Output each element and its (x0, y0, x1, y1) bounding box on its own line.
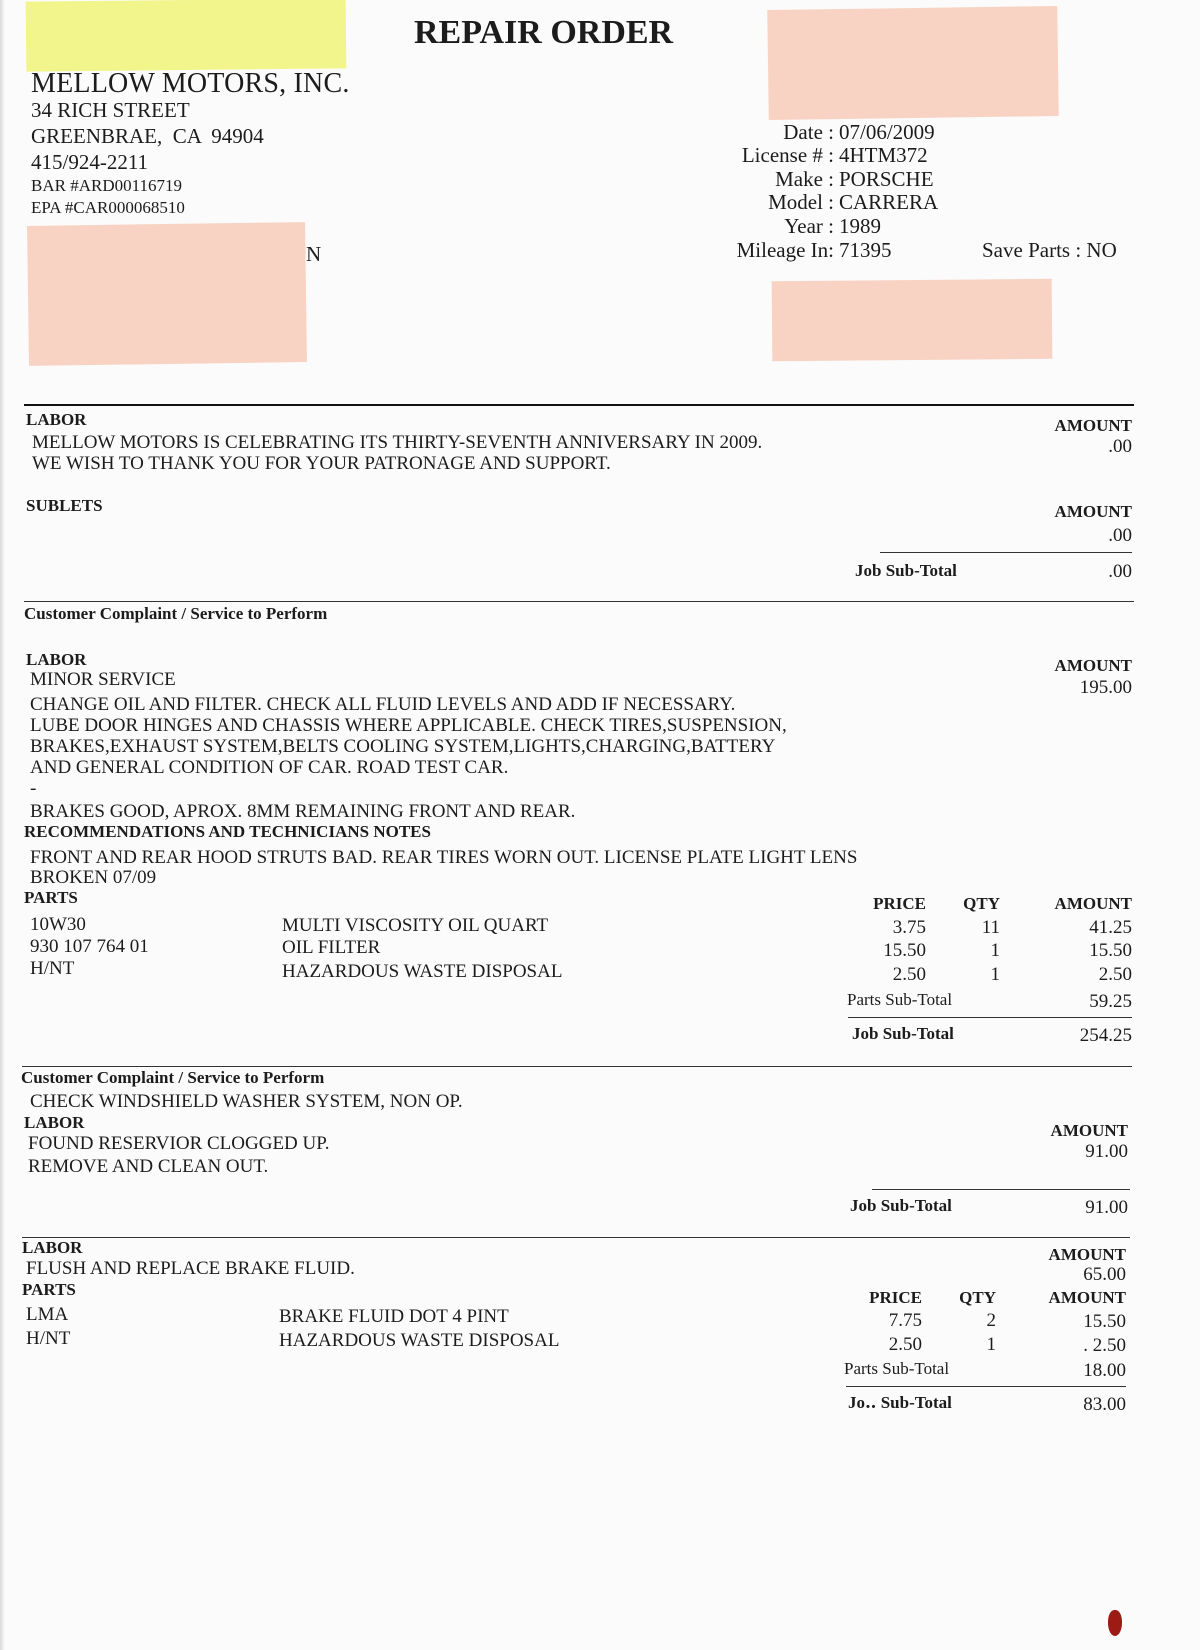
part-qty: 1 (990, 964, 1000, 985)
scan-edge-shadow (0, 0, 5, 1650)
part-description: MULTI VISCOSITY OIL QUART (282, 915, 549, 936)
parts-heading: PARTS (22, 1280, 76, 1299)
make-label: Make : (775, 167, 834, 191)
section-divider (22, 1066, 1132, 1067)
redaction-sticker-yellow (26, 0, 347, 72)
labor-heading: LABOR (24, 1113, 85, 1132)
license-label: License # : (741, 143, 834, 167)
labor-heading: LABOR (22, 1238, 83, 1257)
qty-heading: QTY (959, 1288, 996, 1307)
sublets-amount-heading: AMOUNT (1054, 502, 1132, 521)
complaint-text: CHECK WINDSHIELD WASHER SYSTEM, NON OP. (30, 1091, 463, 1112)
part-amount: . 2.50 (1083, 1335, 1126, 1356)
labor-line: LUBE DOOR HINGES AND CHASSIS WHERE APPLICABLE. CHECK TIRES,SUSPENSION, (30, 715, 787, 736)
part-description: HAZARDOUS WASTE DISPOSAL (279, 1330, 560, 1351)
part-amount: 41.25 (1089, 917, 1132, 938)
section-divider (22, 1237, 1130, 1238)
date-value: 07/06/2009 (839, 120, 935, 144)
subtotal-rule (848, 1017, 1132, 1018)
date-label: Date : (783, 120, 834, 144)
ink-stain (1108, 1610, 1122, 1636)
parts-amount-heading: AMOUNT (1054, 894, 1132, 913)
header-divider (24, 404, 1134, 406)
parts-subtotal-label: Parts Sub-Total (847, 990, 953, 1009)
labor-amount: .00 (1108, 436, 1132, 457)
shop-name: MELLOW MOTORS, INC. (31, 68, 350, 99)
year-value: 1989 (839, 214, 881, 238)
part-qty: 11 (981, 917, 1000, 938)
subtotal-rule (846, 1386, 1126, 1387)
part-code: 930 107 764 01 (30, 936, 149, 957)
recommendation-line: BROKEN 07/09 (30, 867, 157, 888)
labor-line: AND GENERAL CONDITION OF CAR. ROAD TEST CAR. (30, 757, 509, 778)
labor-line: FOUND RESERVIOR CLOGGED UP. (28, 1133, 330, 1154)
amount-heading: AMOUNT (1048, 1245, 1126, 1264)
shop-street: 34 RICH STREET (31, 98, 190, 122)
subtotal-rule (880, 552, 1132, 553)
sublets-heading: SUBLETS (26, 496, 103, 515)
redaction-sticker-vehicle (772, 279, 1053, 361)
price-heading: PRICE (869, 1288, 922, 1307)
qty-heading: QTY (963, 894, 1000, 913)
job-subtotal-value: .00 (1108, 561, 1132, 582)
subtotal-rule (872, 1189, 1130, 1190)
amount-heading: AMOUNT (1054, 416, 1132, 435)
recommendation-line: FRONT AND REAR HOOD STRUTS BAD. REAR TIRES WORN OUT. LICENSE PLATE LIGHT LENS (30, 847, 858, 868)
part-code: H/NT (30, 958, 75, 979)
parts-subtotal-label: Parts Sub-Total (844, 1359, 950, 1378)
shop-epa-number: EPA #CAR000068510 (31, 198, 185, 217)
job-subtotal-label: Job Sub-Total (852, 1024, 954, 1043)
part-description: OIL FILTER (282, 937, 381, 958)
shop-bar-number: BAR #ARD00116719 (31, 176, 182, 195)
part-code: 10W30 (30, 914, 86, 935)
labor-line: BRAKES GOOD, APROX. 8MM REMAINING FRONT AND REAR. (30, 801, 576, 822)
labor-line: FLUSH AND REPLACE BRAKE FLUID. (26, 1258, 355, 1279)
job-subtotal-value: 254.25 (1079, 1025, 1132, 1046)
customer-name-fragment: N (306, 242, 322, 266)
recommendations-heading: RECOMMENDATIONS AND TECHNICIANS NOTES (24, 822, 431, 841)
part-price: 2.50 (888, 1334, 922, 1355)
part-description: HAZARDOUS WASTE DISPOSAL (282, 961, 563, 982)
part-qty: 1 (990, 940, 1000, 961)
part-price: 2.50 (892, 964, 926, 985)
parts-heading: PARTS (24, 888, 78, 907)
complaint-heading: Customer Complaint / Service to Perform (21, 1068, 325, 1087)
labor-line: BRAKES,EXHAUST SYSTEM,BELTS COOLING SYSTEM,LIGHTS,CHARGING,BATTERY (30, 736, 776, 757)
labor-heading: LABOR (26, 650, 87, 669)
job-subtotal-value: 91.00 (1085, 1197, 1128, 1218)
redaction-sticker-customer (27, 222, 307, 366)
model-label: Model : (768, 190, 834, 214)
labor-amount: 65.00 (1083, 1264, 1126, 1285)
mileage-value: 71395 (839, 238, 892, 262)
parts-amount-heading: AMOUNT (1048, 1288, 1126, 1307)
year-label: Year : (784, 214, 834, 238)
license-value: 4HTM372 (839, 143, 928, 167)
job-subtotal-label: Job Sub-Total (850, 1196, 952, 1215)
parts-subtotal-value: 18.00 (1083, 1360, 1126, 1381)
part-qty: 2 (986, 1310, 996, 1331)
job-subtotal-label: Jo‥ Sub-Total (848, 1393, 952, 1412)
save-parts: Save Parts : NO (982, 238, 1117, 262)
part-amount: 15.50 (1089, 940, 1132, 961)
part-qty: 1 (986, 1334, 996, 1355)
part-description: BRAKE FLUID DOT 4 PINT (279, 1306, 509, 1327)
price-heading: PRICE (873, 894, 926, 913)
labor-line: CHANGE OIL AND FILTER. CHECK ALL FLUID LEVELS AND ADD IF NECESSARY. (30, 694, 736, 715)
labor-line: MINOR SERVICE (30, 669, 176, 690)
document-title: REPAIR ORDER (414, 14, 674, 51)
part-price: 7.75 (888, 1310, 922, 1331)
part-amount: 2.50 (1098, 964, 1132, 985)
part-amount: 15.50 (1083, 1311, 1126, 1332)
redaction-sticker-top-right (767, 6, 1059, 120)
labor-line: WE WISH TO THANK YOU FOR YOUR PATRONAGE AND SUPPORT. (32, 453, 611, 474)
parts-subtotal-value: 59.25 (1089, 991, 1132, 1012)
job-subtotal-value: 83.00 (1083, 1394, 1126, 1415)
part-code: H/NT (26, 1328, 71, 1349)
labor-line: MELLOW MOTORS IS CELEBRATING ITS THIRTY-SEVENTH ANNIVERSARY IN 2009. (32, 432, 763, 453)
mileage-label: Mileage In: (736, 238, 834, 262)
labor-amount: 195.00 (1079, 677, 1132, 698)
shop-city: GREENBRAE, CA 94904 (31, 124, 264, 148)
shop-phone: 415/924-2211 (31, 150, 149, 174)
labor-amount: 91.00 (1085, 1141, 1128, 1162)
part-price: 3.75 (892, 917, 926, 938)
section-divider (24, 601, 1134, 602)
amount-heading: AMOUNT (1050, 1121, 1128, 1140)
make-value: PORSCHE (839, 167, 934, 191)
labor-heading: LABOR (26, 410, 87, 429)
job-subtotal-label: Job Sub-Total (855, 561, 957, 580)
labor-line: REMOVE AND CLEAN OUT. (28, 1156, 269, 1177)
amount-heading: AMOUNT (1054, 656, 1132, 675)
complaint-heading: Customer Complaint / Service to Perform (24, 604, 328, 623)
model-value: CARRERA (839, 190, 939, 214)
part-price: 15.50 (883, 940, 926, 961)
labor-line: - (30, 778, 37, 799)
part-code: LMA (26, 1304, 69, 1325)
sublets-amount: .00 (1108, 525, 1132, 546)
